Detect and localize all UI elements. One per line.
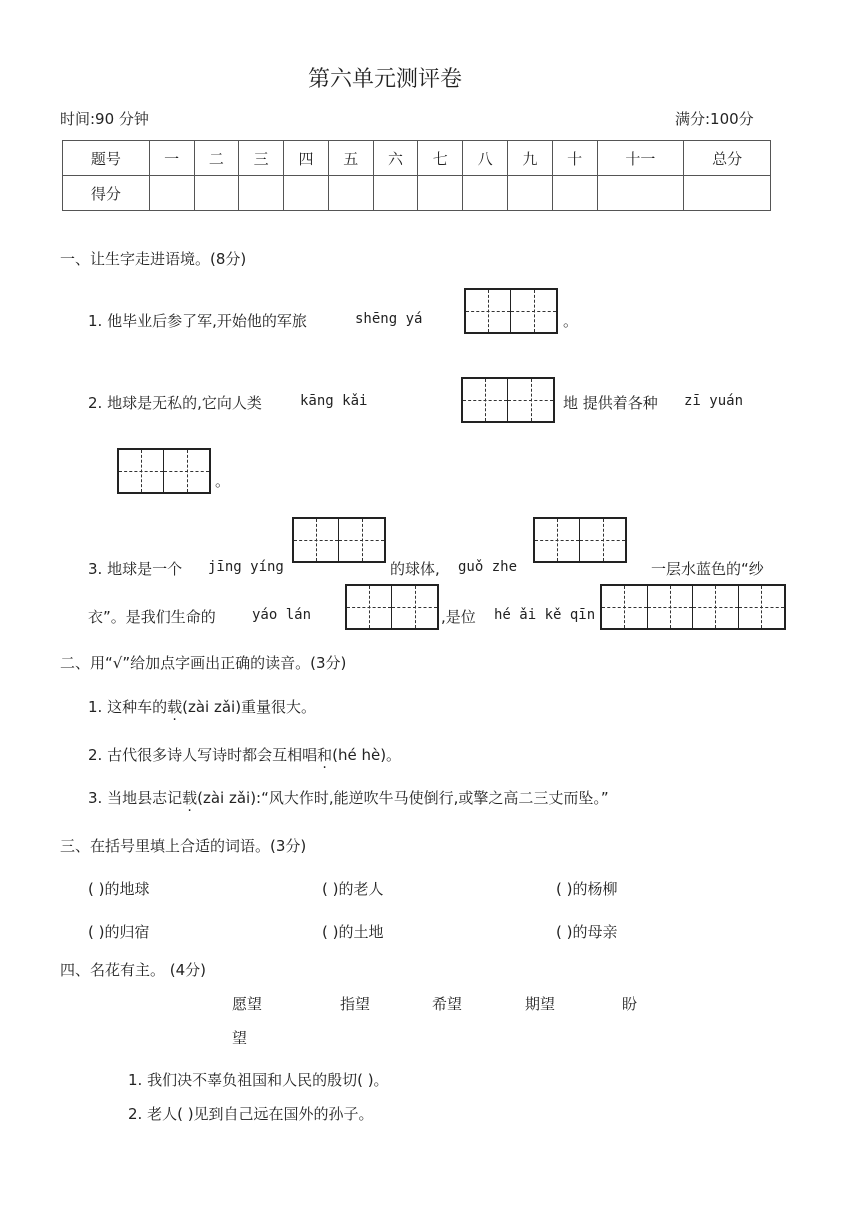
grid-cell[interactable]: [466, 290, 511, 332]
word-option: 盼: [622, 995, 638, 1013]
fill-item[interactable]: ( )的地球: [88, 880, 150, 898]
grid-cell[interactable]: [119, 450, 164, 492]
s2-q2-dotted-char: 和: [317, 746, 333, 764]
score-cell[interactable]: [373, 176, 418, 211]
s2-q3-dotted-char: 载: [182, 789, 198, 807]
grid-cell[interactable]: [339, 519, 384, 561]
fill-item[interactable]: ( )的杨柳: [556, 880, 618, 898]
s4-q2: 2. 老人( )见到自己远在国外的孙子。: [128, 1105, 374, 1123]
s2-q1-post: (zài zǎi)重量很大。: [182, 698, 317, 716]
s1-q3-line2: 衣”。是我们生命的: [88, 608, 216, 626]
s4-q1: 1. 我们决不辜负祖国和人民的殷切( )。: [128, 1071, 389, 1089]
grid-cell[interactable]: [739, 586, 784, 628]
writing-grid[interactable]: [345, 584, 439, 630]
page-title: 第六单元测评卷: [308, 67, 463, 92]
table-row: [63, 141, 771, 176]
writing-grid[interactable]: [464, 288, 558, 334]
full-score: 满分:100分: [675, 110, 754, 128]
grid-cell[interactable]: [392, 586, 437, 628]
s1-q3-mid2: 一层水蓝色的“纱: [651, 560, 764, 578]
grid-cell[interactable]: [511, 290, 556, 332]
grid-cell[interactable]: [535, 519, 580, 561]
grid-cell[interactable]: [463, 379, 508, 421]
section-2-heading: 二、用“√”给加点字画出正确的读音。(3分): [60, 654, 347, 672]
score-cell[interactable]: [328, 176, 373, 211]
word-option: 指望: [340, 995, 371, 1013]
word-option: 期望: [525, 995, 556, 1013]
fill-item[interactable]: ( )的归宿: [88, 923, 150, 941]
grid-cell[interactable]: [508, 379, 553, 421]
table-cell: 一: [149, 141, 194, 176]
s1-q2-pinyin2: zī yuán: [684, 393, 744, 409]
score-cell[interactable]: [507, 176, 552, 211]
table-cell: 十: [552, 141, 597, 176]
grid-cell[interactable]: [693, 586, 739, 628]
writing-grid[interactable]: [461, 377, 555, 423]
score-cell[interactable]: [194, 176, 239, 211]
grid-cell[interactable]: [602, 586, 648, 628]
table-cell: 五: [328, 141, 373, 176]
table-cell: 八: [463, 141, 508, 176]
table-cell: 四: [284, 141, 329, 176]
s2-q2: [88, 744, 401, 765]
s1-q2-text: 2. 地球是无私的,它向人类: [88, 394, 262, 412]
s1-q2-mid: 地 提供着各种: [563, 394, 658, 412]
score-cell[interactable]: [552, 176, 597, 211]
fill-item[interactable]: ( )的母亲: [556, 923, 618, 941]
section-3-heading: 三、在括号里填上合适的词语。(3分): [60, 837, 307, 855]
score-cell[interactable]: [463, 176, 508, 211]
s1-q3-pinyin1: jīng yíng: [208, 559, 284, 575]
writing-grid[interactable]: [117, 448, 211, 494]
table-cell: 总分: [684, 141, 771, 176]
table-cell: 十一: [597, 141, 684, 176]
table-cell: 三: [239, 141, 284, 176]
word-option-wrap: 望: [232, 1029, 248, 1047]
s1-q3-pinyin2: guǒ zhe: [458, 559, 518, 575]
table-cell: 九: [507, 141, 552, 176]
word-option: 愿望: [232, 995, 263, 1013]
s1-q1-text: 1. 他毕业后参了军,开始他的军旅: [88, 312, 307, 330]
time-limit: 时间:90 分钟: [60, 110, 149, 128]
score-cell[interactable]: [239, 176, 284, 211]
score-cell[interactable]: [149, 176, 194, 211]
s1-q3-pinyin4: hé ǎi kě qīn: [494, 607, 596, 623]
s1-q3-text: 3. 地球是一个: [88, 560, 183, 578]
writing-grid[interactable]: [600, 584, 786, 630]
s2-q3: [88, 787, 609, 808]
writing-grid[interactable]: [533, 517, 627, 563]
s1-q1-pinyin: shēng yá: [355, 311, 423, 327]
score-table: [62, 140, 771, 211]
s2-q2-post: (hé hè)。: [332, 746, 402, 764]
table-cell: 六: [373, 141, 418, 176]
fill-item[interactable]: ( )的老人: [322, 880, 384, 898]
grid-cell[interactable]: [294, 519, 339, 561]
table-cell: 题号: [63, 141, 150, 176]
grid-cell[interactable]: [164, 450, 209, 492]
s2-q1-dotted-char: 载: [167, 698, 183, 716]
grid-cell[interactable]: [648, 586, 694, 628]
word-option: 希望: [432, 995, 463, 1013]
section-4-heading: 四、名花有主。 (4分): [60, 961, 207, 979]
section-1-heading: 一、让生字走进语境。(8分): [60, 250, 247, 268]
s1-q3-mid1: 的球体,: [390, 560, 440, 578]
s2-q3-post: (zài zǎi):“风大作时,能逆吹牛马使倒行,或擎之高二三丈而坠。”: [197, 789, 609, 807]
score-cell[interactable]: [418, 176, 463, 211]
fill-item[interactable]: ( )的土地: [322, 923, 384, 941]
writing-grid[interactable]: [292, 517, 386, 563]
table-cell: 七: [418, 141, 463, 176]
s1-q3-pinyin3: yáo lán: [252, 607, 312, 623]
score-cell[interactable]: [597, 176, 684, 211]
table-row: [63, 176, 771, 211]
s1-q2-end: 。: [215, 472, 231, 490]
s2-q3-pre: 3. 当地县志记: [88, 789, 183, 807]
s1-q3-mid3: ,是位: [441, 608, 476, 626]
table-cell: 得分: [63, 176, 150, 211]
grid-cell[interactable]: [347, 586, 392, 628]
s2-q1: [88, 696, 316, 717]
s1-q1-end: 。: [563, 312, 579, 330]
s2-q2-pre: 2. 古代很多诗人写诗时都会互相唱: [88, 746, 318, 764]
score-cell[interactable]: [684, 176, 771, 211]
score-cell[interactable]: [284, 176, 329, 211]
table-cell: 二: [194, 141, 239, 176]
grid-cell[interactable]: [580, 519, 625, 561]
s1-q2-pinyin: kāng kǎi: [300, 393, 368, 409]
s2-q1-pre: 1. 这种车的: [88, 698, 168, 716]
